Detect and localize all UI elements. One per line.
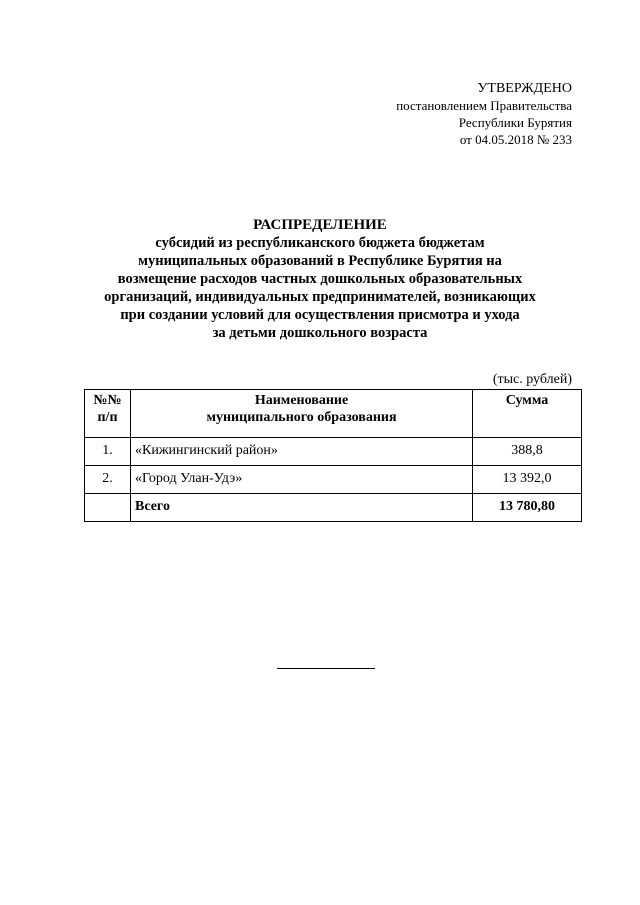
title-line: за детьми дошкольного возраста	[212, 325, 428, 341]
approval-stamp	[396, 80, 572, 148]
table-row	[85, 466, 582, 494]
row-name: «Город Улан-Удэ»	[131, 466, 473, 494]
header-name	[131, 390, 473, 438]
title-line: организаций, индивидуальных предпринимателей, возникающих	[104, 289, 536, 305]
row-name: «Кижингинский район»	[131, 438, 473, 466]
table-header-row	[85, 390, 582, 438]
approval-line-1: постановлением Правительства	[396, 98, 572, 113]
title-line: при создании условий для осуществления присмотра и ухода	[120, 307, 520, 323]
approved-label: УТВЕРЖДЕНО	[477, 81, 572, 96]
total-num-empty	[85, 494, 131, 522]
approval-line-2: Республики Бурятия	[458, 115, 572, 130]
row-num: 1.	[85, 438, 131, 466]
row-sum: 13 392,0	[473, 466, 582, 494]
title-line: муниципальных образований в Республике Бурятия на	[138, 253, 502, 269]
header-num-line-1: №№	[93, 393, 122, 408]
header-num-line-2: п/п	[97, 410, 118, 425]
end-divider	[277, 668, 375, 669]
row-num: 2.	[85, 466, 131, 494]
document-title	[70, 216, 570, 342]
header-num	[85, 390, 131, 438]
distribution-table	[84, 389, 582, 522]
row-sum: 388,8	[473, 438, 582, 466]
title-heading: РАСПРЕДЕЛЕНИЕ	[253, 217, 387, 233]
header-name-line-2: муниципального образования	[206, 410, 397, 425]
table-total-row	[85, 494, 582, 522]
header-sum: Сумма	[473, 390, 582, 438]
title-line: возмещение расходов частных дошкольных образовательных	[117, 271, 523, 287]
title-line: субсидий из республиканского бюджета бюджетам	[155, 235, 485, 251]
header-name-line-1: Наименование	[254, 393, 349, 408]
approval-line-3: от 04.05.2018 № 233	[459, 132, 572, 147]
units-label: (тыс. рублей)	[492, 372, 572, 387]
total-sum: 13 780,80	[473, 494, 582, 522]
total-label: Всего	[131, 494, 473, 522]
table-row	[85, 438, 582, 466]
